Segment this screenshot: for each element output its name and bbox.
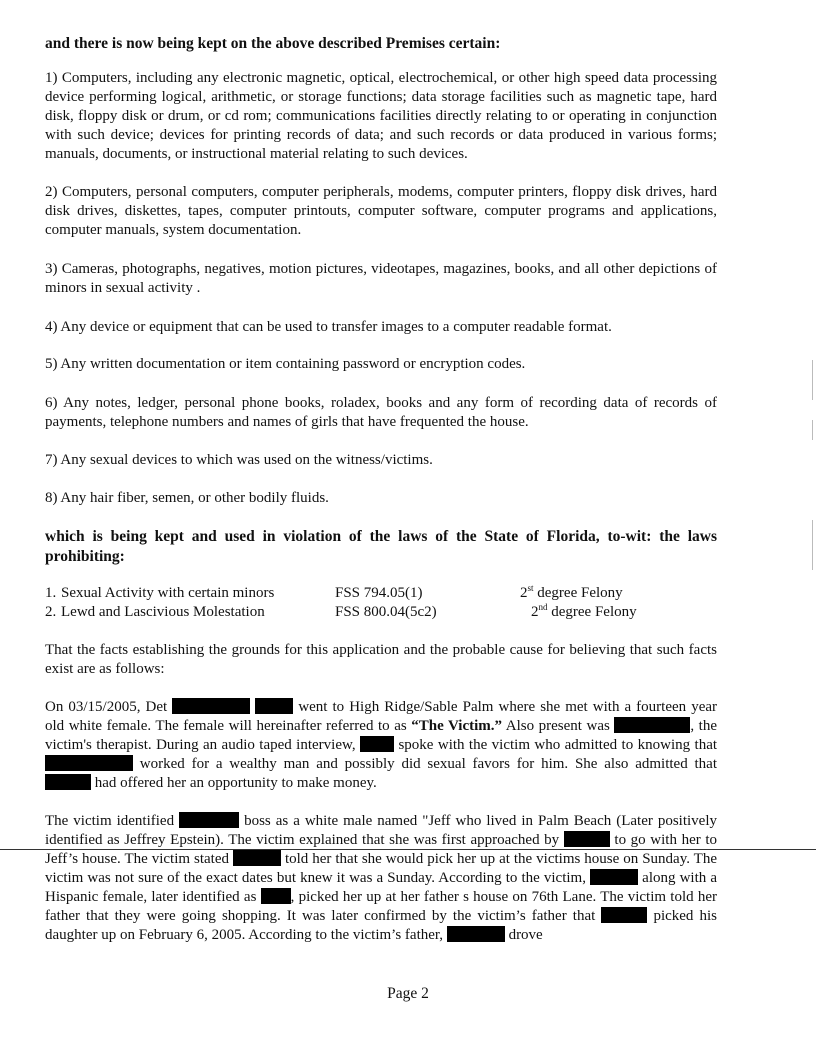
law-statute: FSS 800.04(5c2) xyxy=(335,604,437,620)
law-row xyxy=(45,603,717,622)
list-item-1: 1) Computers, including any electronic magnetic, optical, electrochemical, or other high speed data processing device performing logical, arithmetic, or storage functions; data storage facilities such as magnetic tape, hard disk, floppy disk or drum, or cd rom; communications facilities directly relating to or operating in conjunction with such device; devices for printing records of data; and such records or data produced in various forms; manuals, documents, or instructional material relating to such devices. xyxy=(45,70,717,162)
list-item-8: 8) Any hair fiber, semen, or other bodily fluids. xyxy=(45,490,329,506)
law-number: 1. xyxy=(45,585,57,601)
list-item-5: 5) Any written documentation or item containing password or encryption codes. xyxy=(45,356,526,372)
redaction xyxy=(564,831,610,847)
law-degree: 2st degree Felony xyxy=(520,583,623,601)
redaction xyxy=(590,869,638,885)
facts-paragraph-2: The victim identified boss as a white male named "Jeff who lived in Palm Beach (Later positively identified as Jeffrey Epstein). The victim explained that she was first approached by to go with her to Jeff’s house. The victim stated told her that she would pick her up at the victims house on Sunday. The victim was not sure of the exact dates but knew it was a Sunday. According to the victim, along with a Hispanic female, later identified as , picked her up at her father s house on 76th Lane. The victim told her father that they were going shopping. It was later confirmed by the victim’s father that picked his daughter up on February 6, 2005. According to the victim’s father, drove xyxy=(45,813,718,943)
law-row xyxy=(45,584,717,603)
scan-margin-mark xyxy=(812,360,813,400)
redaction xyxy=(261,888,291,904)
law-degree: 2nd degree Felony xyxy=(531,602,637,620)
law-number: 2. xyxy=(45,604,57,620)
redaction xyxy=(172,698,250,714)
redaction xyxy=(360,736,394,752)
redaction xyxy=(179,812,239,828)
redaction xyxy=(601,907,647,923)
law-name: Sexual Activity with certain minors xyxy=(61,585,275,601)
facts-intro: That the facts establishing the grounds for this application and the probable cause for believing that such facts exist are as follows: xyxy=(45,642,717,677)
list-item-4: 4) Any device or equipment that can be used to transfer images to a computer readable format. xyxy=(45,319,612,335)
scan-margin-mark xyxy=(812,420,813,440)
law-statute: FSS 794.05(1) xyxy=(335,585,423,601)
laws-list xyxy=(45,584,717,624)
redaction xyxy=(233,850,281,866)
premises-heading: and there is now being kept on the above described Premises certain: xyxy=(45,35,501,52)
list-item-7: 7) Any sexual devices to which was used on the witness/victims. xyxy=(45,452,433,468)
list-item-2: 2) Computers, personal computers, computer peripherals, modems, computer printers, floppy disk drives, hard disk drives, diskettes, tapes, computer printouts, computer software, computer programs and applications, computer manuals, system documentation. xyxy=(45,184,717,238)
redaction xyxy=(255,698,293,714)
violation-heading: which is being kept and used in violation of the laws of the State of Florida, to-wit: the laws prohibiting: xyxy=(45,528,717,565)
scan-margin-mark xyxy=(812,520,813,570)
list-item-3: 3) Cameras, photographs, negatives, motion pictures, videotapes, magazines, books, and all other depictions of minors in sexual activity . xyxy=(45,261,717,296)
page-number: Page 2 xyxy=(387,985,429,1002)
scan-strike-line xyxy=(0,849,816,850)
redaction xyxy=(45,755,133,771)
law-name: Lewd and Lascivious Molestation xyxy=(61,604,265,620)
facts-paragraph-1: On 03/15/2005, Det went to High Ridge/Sable Palm where she met with a fourteen year old white female. The female will hereinafter referred to as “The Victim.” Also present was , the victim's therapist. During an audio taped interview, spoke with the victim who admitted to knowing that worked for a wealthy man and possibly did sexual favors for him. She also admitted that had offered her an opportunity to make money. xyxy=(45,699,718,791)
list-item-6: 6) Any notes, ledger, personal phone books, roladex, books and any form of recording data of records of payments, telephone numbers and names of girls that have frequented the house. xyxy=(45,395,717,430)
redaction xyxy=(45,774,91,790)
redaction xyxy=(447,926,505,942)
redaction xyxy=(614,717,690,733)
